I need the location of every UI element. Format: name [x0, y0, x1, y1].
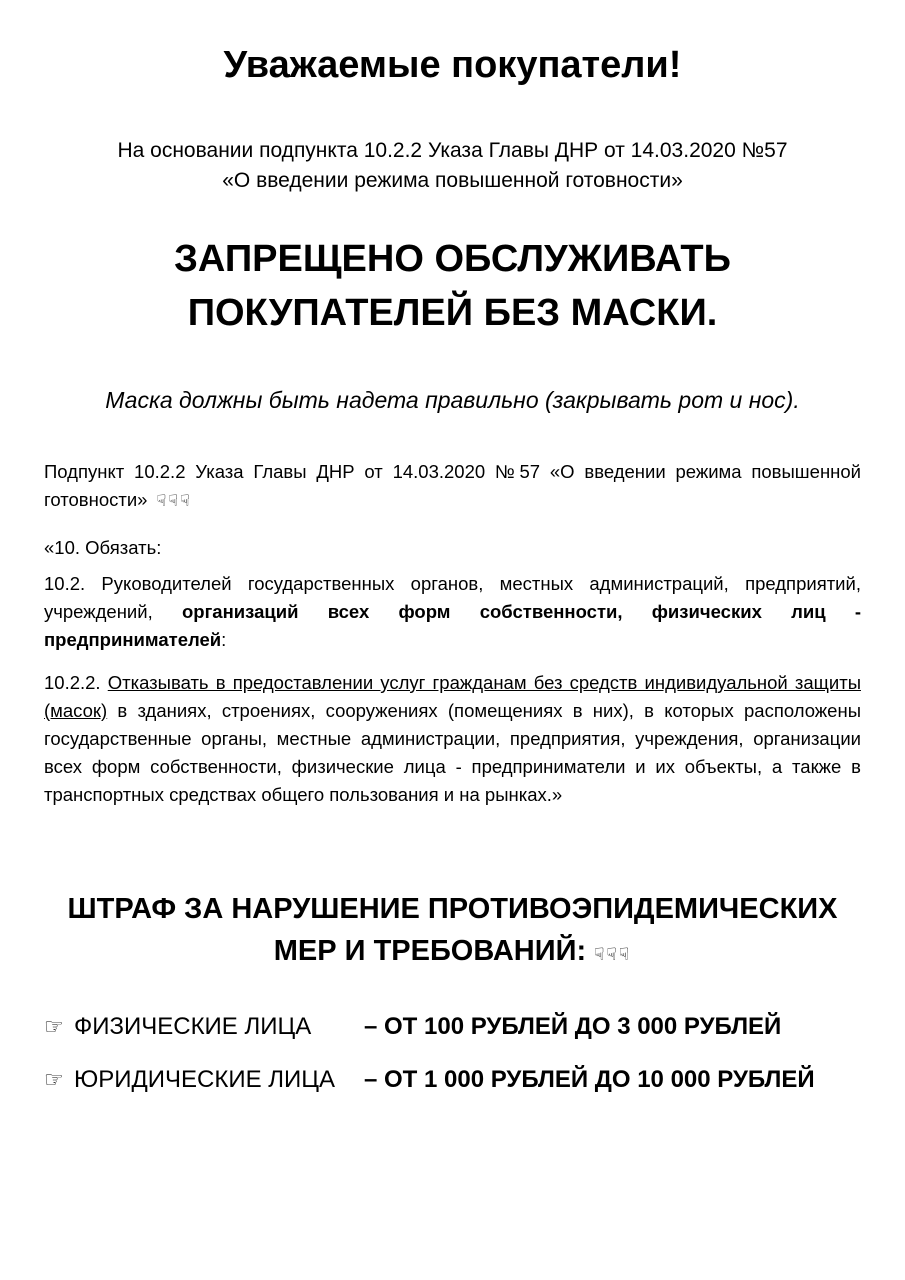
decree-clause-10-2 [44, 570, 861, 654]
clause-10-2-end: : [221, 629, 227, 650]
clause-10-2-2-underlined: Отказывать в предоставлении услуг гражданам без средств индивидуальной защиты (масок) [44, 672, 861, 721]
fine-heading [0, 888, 905, 976]
fine-row-amount: – ОТ 1 000 РУБЛЕЙ ДО 10 000 РУБЛЕЙ [364, 1066, 815, 1093]
fine-row-individuals [44, 1013, 874, 1041]
fine-row-label: ЮРИДИЧЕСКИЕ ЛИЦА [74, 1066, 336, 1093]
mask-note: Маска должны быть надета правильно (закрывать рот и нос). [105, 387, 800, 413]
fine-heading-line-1: ШТРАФ ЗА НАРУШЕНИЕ ПРОТИВОЭПИДЕМИЧЕСКИХ [67, 893, 838, 925]
page-title: Уважаемые покупатели! [223, 44, 682, 86]
clause-10-2-2-number: 10.2.2. [44, 672, 108, 693]
decree-oblige: «10. Обязать: [44, 537, 162, 558]
fine-row-amount: – ОТ 100 РУБЛЕЙ ДО 3 000 РУБЛЕЙ [364, 1013, 782, 1040]
decree-intro-text: Подпункт 10.2.2 Указа Главы ДНР от 14.03.2020 №57 «О введении режима повышенной готовности» [44, 461, 861, 510]
fine-row-legal-entities [44, 1066, 874, 1094]
pointing-hand-icon: ☞ [44, 1067, 64, 1092]
ban-heading-line-1: ЗАПРЕЩЕНО ОБСЛУЖИВАТЬ [174, 238, 731, 280]
legal-basis [0, 136, 905, 196]
clause-10-2-2-rest: в зданиях, строениях, сооружениях (помещениях в них), в которых расположены государственные органы, местные администрации, предприятия, учреждения, организации всех форм собственности, физические лица - предприниматели и их объекты, а также в транспортных средствах общего пользования и на рынках.» [44, 700, 861, 805]
decree-intro [44, 458, 861, 516]
fine-heading-line-2 [0, 930, 905, 976]
legal-basis-line-1: На основании подпункта 10.2.2 Указа Главы ДНР от 14.03.2020 №57 [117, 139, 788, 162]
ban-heading [0, 232, 905, 340]
clause-10-2-bold: организаций всех форм собственности, физических лиц - предпринимателей [44, 601, 861, 650]
clause-10-2-text: 10.2. Руководителей государственных органов, местных администраций, предприятий, учреждений, [44, 573, 861, 622]
pointing-down-icon: ☟☟☟ [594, 945, 632, 964]
pointing-hand-icon: ☞ [44, 1014, 64, 1039]
fine-heading-line-2-text: МЕР И ТРЕБОВАНИЙ: [273, 935, 587, 967]
legal-basis-line-2: «О введении режима повышенной готовности» [222, 169, 683, 192]
fine-row-label: ФИЗИЧЕСКИЕ ЛИЦА [74, 1013, 312, 1040]
decree-clause-10-2-2 [44, 669, 861, 809]
ban-heading-line-2: ПОКУПАТЕЛЕЙ БЕЗ МАСКИ. [187, 292, 718, 334]
pointing-down-icon: ☟☟☟ [156, 493, 192, 510]
